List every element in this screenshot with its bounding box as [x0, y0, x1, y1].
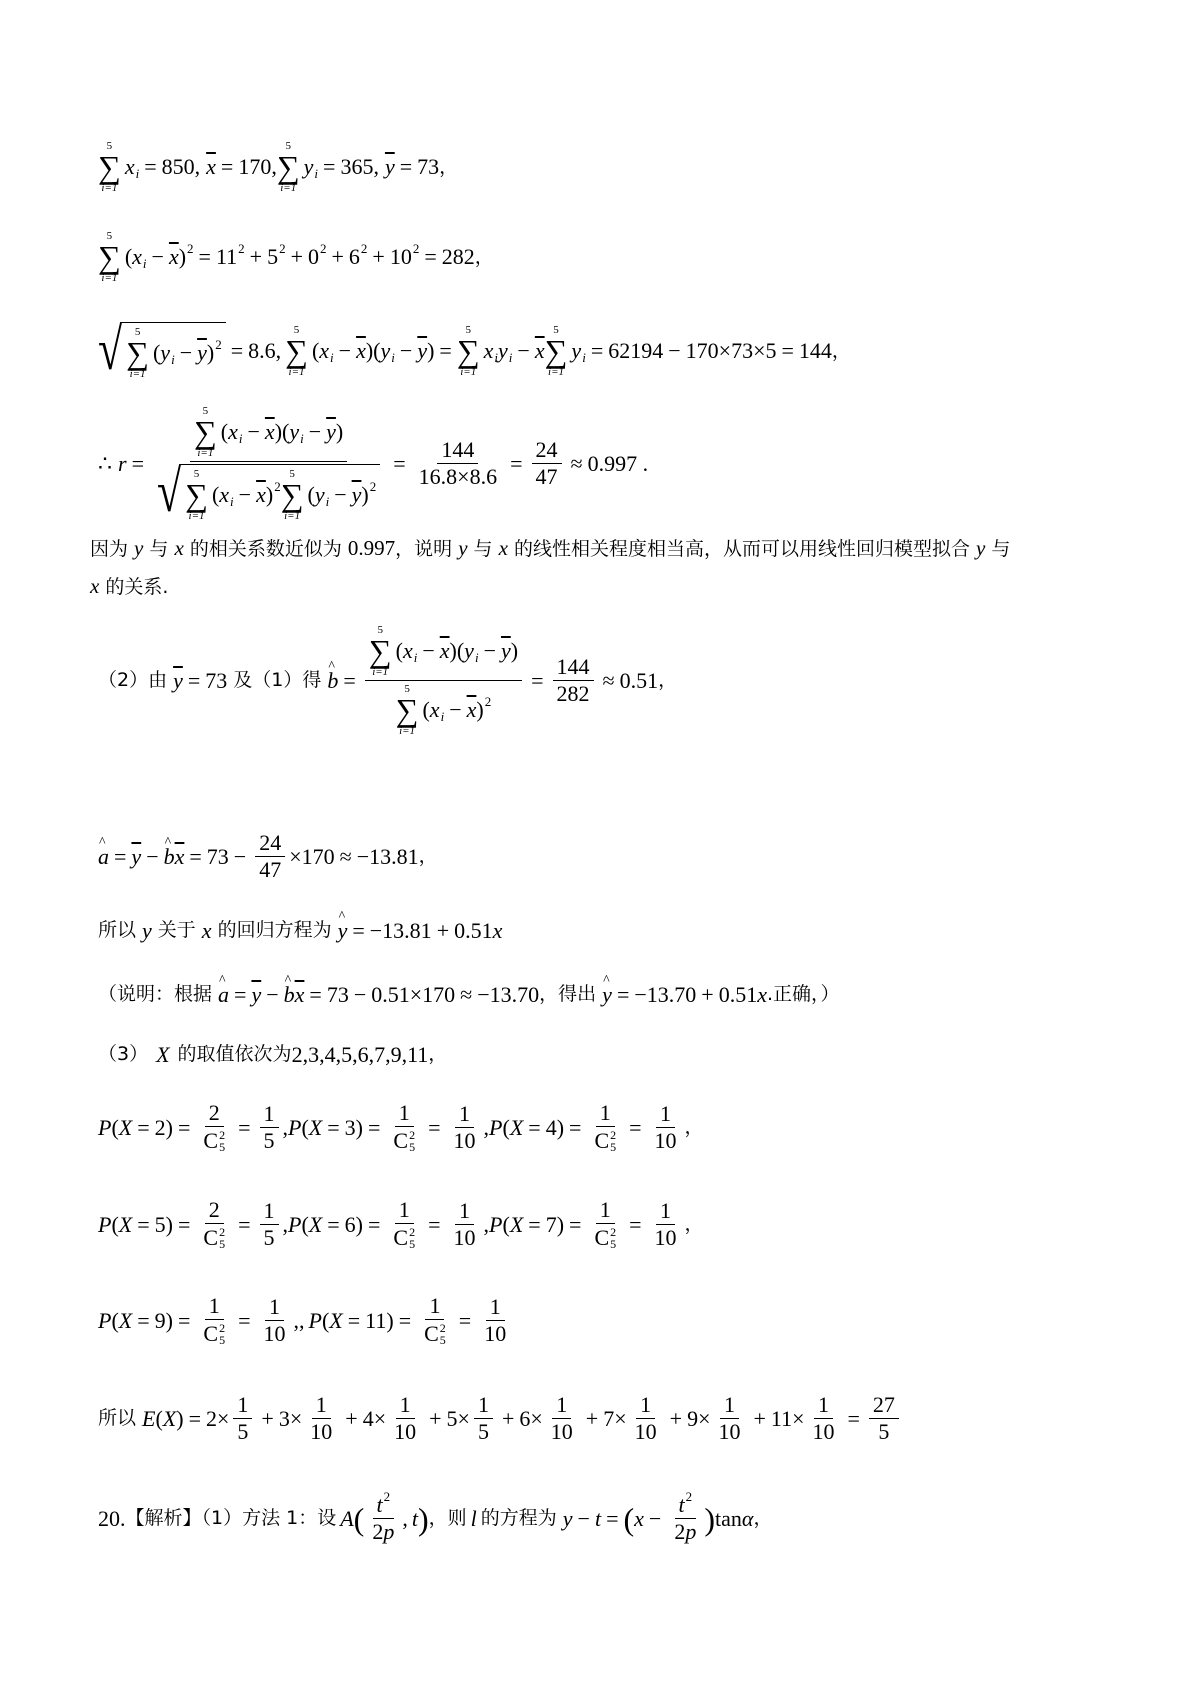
- equation-sums: 5 ∑ i=1 x i = 850, $\overline{x}$ = 170, 5 ∑ i=1 y i = 365, $\overline{y}$ = 73 ，: [98, 140, 459, 194]
- equation-correlation-r: ∴ r = 5 ∑ i=1 ( x i − $\overline{x}$ )( y i − $\overline{y}$ ) √ 5 ∑ i=1 ( x i − $\overline{x}$ ) 2 5 ∑ i=1 ( y i − $\overline{y}$ ) 2 = $\frac{144}{16.8\times 8.6}$ = $\frac{24}{47}$ ≈ 0.997 .: [98, 405, 649, 525]
- probabilities-row-1: P ( X = 2) = 2 C 2 5 = $\frac{1}{5}$ , P ( X = 3) = 1 C 2 5 = $\frac{1}{10}$ , P ( X = 4) = 1 C 2 5 = $\frac{1}{10}$ ，: [98, 1100, 704, 1154]
- note-alternative: （说明：根据 ^ a = $\overline{y}$ − ^ b $\overline{x}$ = 73 − 0.51×170 ≈ −13.70 ，得出 ^ y = −13.70 + 0.51 x .正确，）: [98, 982, 840, 1006]
- values-of-X: （3） X 的取值依次为 2,3,4,5,6,7,9,11 ，: [98, 1041, 448, 1067]
- probabilities-row-2: P ( X = 5) = 2 C 2 5 = $\frac{1}{5}$ , P ( X = 6) = 1 C 2 5 = $\frac{1}{10}$ , P ( X = 7) = 1 C 2 5 = $\frac{1}{10}$ ，: [98, 1197, 704, 1251]
- equation-covariance: √ 5 ∑ i=1 ( y i − $\overline{y}$ ) 2 = 8.6, 5 ∑ i=1 ( x i − $\overline{x}$ )( y i − $\overline{y}$ ) = 5 ∑ i=1 x i y i − $\overline{x}$ 5 ∑ i=1 y i = 62194 − 170×73×5 = 144 ，: [98, 316, 851, 383]
- expected-value: 所以 E ( X ) = 2× $\frac{1}{5}$ + 3× $\frac{1}{10}$ + 4× $\frac{1}{10}$ + 5× $\frac{1}{5}$ + 6× $\frac{1}{10}$ + 7× $\frac{1}{10}$ + 9× $\frac{1}{10}$ + 11× $\frac{1}{10}$ = $\frac{27}{5}$: [98, 1392, 903, 1445]
- equation-b-hat: （2）由 $\overline{y}$ = 73 及（1）得 ^ b = 5 ∑ i=1 ( x i − $\overline{x}$ )( y i − $\overline{y}$ ) 5 ∑ i=1 ( x i − $\overline{x}$ ) 2 = $\frac{144}{282}$ ≈ 0.51 ，: [98, 622, 677, 739]
- equation-sum-of-squares-x: 5 ∑ i=1 ( x i − $\overline{x}$ ) 2 = 11 2 + 5 2 + 0 2 + 6 2 + 10 2 = 282 ，: [98, 230, 494, 284]
- regression-equation: 所以 y 关于 x 的回归方程为 ^ y = −13.81 + 0.51 x: [98, 918, 502, 942]
- problem-20-solution: 20. 【解析】（1）方法 1：设 A ( t 2 2 p , t ) ，则 l 的方程为 y − t = ( x − t 2 2 p ) tan α ，: [98, 1488, 773, 1544]
- conclusion-paragraph: 因为 y 与 x 的相关系数近似为 0.997，说明 y 与 x 的线性相关程度相当高，从而可以用线性回归模型拟合 y 与 x 的关系.: [90, 536, 1011, 598]
- equation-a-hat: ^ a = $\overline{y}$ − ^ b $\overline{x}$ = 73 − $\frac{24}{47}$ ×170 ≈ −13.81 ，: [98, 830, 438, 883]
- probabilities-row-3: P ( X = 9) = 1 C 2 5 = $\frac{1}{10}$ ,, P ( X = 11) = 1 C 2 5 = $\frac{1}{10}$: [98, 1293, 507, 1347]
